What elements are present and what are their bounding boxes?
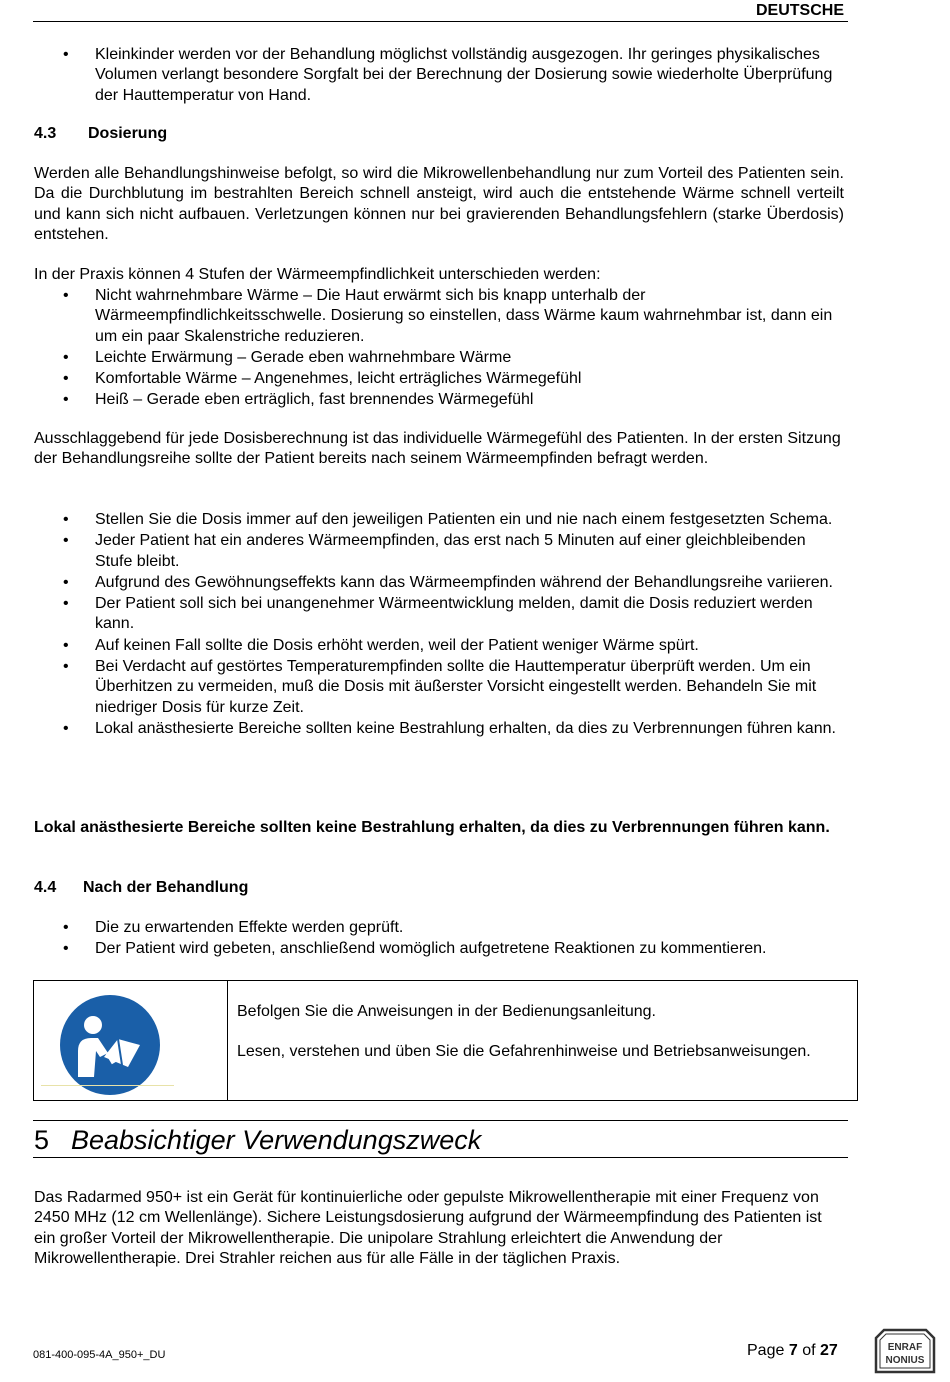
list-item: • Auf keinen Fall sollte die Dosis erhöht werden, weil der Patient weniger Wärme spürt. [34,636,844,656]
page-prefix: Page [747,1342,785,1359]
list-item: • Aufgrund des Gewöhnungseffekts kann das Wärmeempfinden während der Behandlungsreihe variieren. [34,573,844,593]
header-language: DEUTSCHE [755,2,844,19]
heat-levels-list [34,286,844,411]
dosage-paragraph-2: In der Praxis können 4 Stufen der Wärmeempfindlichkeit unterschieden werden: [34,266,601,283]
list-item: • Nicht wahrnehmbare Wärme – Die Haut erwärmt sich bis knapp unterhalb der Wärmeempfindlichkeitsschwelle. Dosierung so einstellen, dass Wärme kaum wahrnehmbar ist, dann ein um ein paar Skalenstriche reduzieren. [34,286,844,347]
list-item: • Leichte Erwärmung – Gerade eben wahrnehmbare Wärme [34,348,844,368]
list-item: • Bei Verdacht auf gestörtes Temperaturempfinden sollte die Hauttemperatur überprüft werden. Um ein Überhitzen zu vermeiden, muß die Dosis mit äußerster Vorsicht eingestellt werden. Behandeln Sie mit niedriger Dosis für kurze Zeit. [34,657,844,718]
logo-line-1: ENRAF [887,1342,923,1353]
list-item: • Die zu erwartenden Effekte werden geprüft. [34,918,844,938]
after-treatment-list [34,918,844,960]
list-item: • Jeder Patient hat ein anderes Wärmeempfinden, das erst nach 5 Minuten auf einer gleichbleibenden Stufe bleibt. [34,531,844,572]
section-title: Beabsichtiger Verwendungszweck [71,1125,482,1155]
section-5-top-rule [33,1120,848,1121]
list-item: • Stellen Sie die Dosis immer auf den jeweiligen Patienten ein und nie nach einem festgesetzten Schema. [34,510,844,530]
dosage-rules-list [34,510,844,739]
notice-text [237,1002,837,1063]
list-item: • Komfortable Wärme – Angenehmes, leicht erträgliches Wärmegefühl [34,369,844,389]
list-item: • Der Patient wird gebeten, anschließend womöglich aufgetretene Reaktionen zu kommentieren. [34,939,844,959]
page-current: 7 [788,1342,798,1359]
section-title: Nach der Behandlung [83,879,249,896]
list-item: • Der Patient soll sich bei unangenehmer Wärmeentwicklung melden, damit die Dosis reduziert werden kann. [34,594,844,635]
header-rule [33,21,848,22]
document-code: 081-400-095-4A_950+_DU [33,1349,166,1361]
notice-box [33,980,858,1101]
icon-underline [41,1085,174,1086]
notice-line-2: Lesen, verstehen und üben Sie die Gefahrenhinweise und Betriebsanweisungen. [237,1043,811,1061]
page-total: 27 [819,1342,838,1359]
section-number: 4.4 [34,879,57,896]
section-4-4-heading [34,878,248,898]
list-item: • Lokal anästhesierte Bereiche sollten keine Bestrahlung erhalten, da dies zu Verbrennungen führen kann. [34,719,844,739]
dosage-paragraph-3: Ausschlaggebend für jede Dosisberechnung ist das individuelle Wärmegefühl des Patienten. In der ersten Sitzung der Behandlungsreihe sollte der Patient bereits nach seinem Wärmeempfinden befragt werden. [34,430,841,468]
dosage-paragraph-1: Werden alle Behandlungshinweise befolgt, so wird die Mikrowellenbehandlung nur zum Vorteil des Patienten sein. Da die Durchblutung im bestrahlten Bereich schnell ansteigt, wird auch die entstehende Wärme schnell verteilt und kann sich nicht aufbauen. Verletzungen können nur bei gravierenden Behandlungsfehlern (starke Überdosis) entstehen. [34,165,844,243]
intro-list [34,45,844,106]
notice-line-1: Befolgen Sie die Anweisungen in der Bedienungsanleitung. [237,1003,656,1020]
box-divider [227,981,228,1100]
section-number: 5 [34,1125,50,1155]
section-5-bottom-rule [33,1157,848,1158]
section-5-heading [34,1124,481,1156]
list-item: • Kleinkinder werden vor der Behandlung möglichst vollständig ausgezogen. Ihr geringes physikalisches Volumen verlangt besondere Sorgfalt bei der Berechnung der Dosierung sowie wiederholte Überprüfung der Hauttemperatur von Hand. [34,45,844,106]
warning-text: Lokal anästhesierte Bereiche sollten keine Bestrahlung erhalten, da dies zu Verbrennungen führen kann. [34,819,830,836]
page-of: of [802,1342,816,1359]
list-item: • Heiß – Gerade eben erträglich, fast brennendes Wärmegefühl [34,390,844,410]
section-number: 4.3 [34,125,57,142]
section-title: Dosierung [88,125,168,142]
page-number [747,1341,838,1361]
section-4-3-heading [34,124,167,144]
read-manual-icon [56,991,164,1099]
enraf-nonius-logo [872,1326,938,1376]
logo-line-2: NONIUS [885,1355,925,1366]
intended-use-paragraph: Das Radarmed 950+ ist ein Gerät für kontinuierliche oder gepulste Mikrowellentherapie mit einer Frequenz von 2450 MHz (12 cm Wellenlänge). Sichere Leistungsdosierung aufgrund der Wärmeempfindung des Patienten ist ein großer Vorteil der Mikrowellentherapie. Die unipolare Strahlung erleichtert die Anwendung der Mikrowellentherapie. Drei Strahler reichen aus für alle Fälle in der täglichen Praxis. [34,1189,822,1267]
